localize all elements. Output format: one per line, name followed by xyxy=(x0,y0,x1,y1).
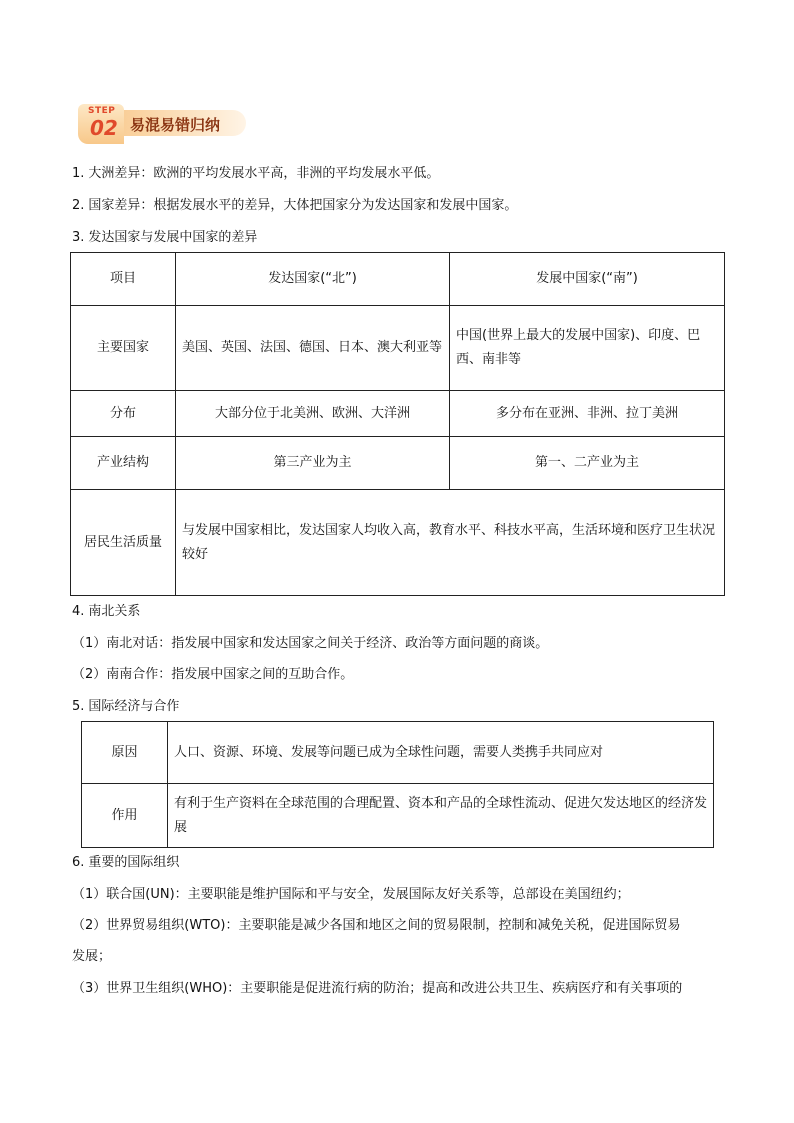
paragraph-6-3: （3）世界卫生组织(WHO)：主要职能是促进流行病的防治；提高和改进公共卫生、疾病医疗和有关事项的 xyxy=(72,981,683,996)
row-label: 原因 xyxy=(82,722,168,784)
table-row xyxy=(82,722,714,784)
comparison-table xyxy=(70,252,725,596)
paragraph-6 xyxy=(72,853,724,873)
paragraph-6-2: （2）世界贸易组织(WTO)：主要职能是减少各国和地区之间的贸易限制，控制和减免关税，促进国际贸易 xyxy=(72,918,681,933)
paragraph-1 xyxy=(72,164,724,184)
paragraph-3 xyxy=(72,228,724,248)
cell-developed: 第三产业为主 xyxy=(176,437,450,490)
paragraph-4-2: （2）南南合作：指发展中国家之间的互助合作。 xyxy=(72,667,354,682)
row-label: 作用 xyxy=(82,784,168,848)
paragraph-number: 2. xyxy=(72,198,85,213)
row-label: 居民生活质量 xyxy=(71,490,176,596)
row-label: 分布 xyxy=(71,391,176,437)
paragraph-2 xyxy=(72,196,724,216)
row-label: 产业结构 xyxy=(71,437,176,490)
table-row xyxy=(71,490,725,596)
cell-developing: 多分布在亚洲、非洲、拉丁美洲 xyxy=(450,391,725,437)
badge-tab xyxy=(78,104,124,144)
paragraph-text: 国家差异：根据发展水平的差异，大体把国家分为发达国家和发展中国家。 xyxy=(88,198,518,213)
paragraph-number: 5. xyxy=(72,699,85,714)
paragraph-5 xyxy=(72,697,724,717)
row-label: 主要国家 xyxy=(71,306,176,391)
paragraph-4-1: （1）南北对话：指发展中国家和发达国家之间关于经济、政治等方面问题的商谈。 xyxy=(72,636,549,651)
cell-developing: 中国(世界上最大的发展中国家)、印度、巴西、南非等 xyxy=(450,306,725,391)
paragraph-text: 国际经济与合作 xyxy=(88,699,180,714)
header-developing: 发展中国家(“南”) xyxy=(450,253,725,306)
cooperation-table xyxy=(81,721,714,848)
paragraph-6-1: （1）联合国(UN)：主要职能是维护国际和平与安全，发展国际友好关系等，总部设在美国纽约； xyxy=(72,887,630,902)
paragraph-6-2-cont: 发展； xyxy=(72,949,112,964)
paragraph-text: 重要的国际组织 xyxy=(88,855,180,870)
cell-developing: 第一、二产业为主 xyxy=(450,437,725,490)
paragraph-4 xyxy=(72,602,724,622)
row-text: 有利于生产资料在全球范围的合理配置、资本和产品的全球性流动、促进欠发达地区的经济发展 xyxy=(168,784,714,848)
paragraph-number: 6. xyxy=(72,855,85,870)
row-text: 人口、资源、环境、发展等问题已成为全球性问题，需要人类携手共同应对 xyxy=(168,722,714,784)
badge-step-number: 02 xyxy=(90,116,118,140)
paragraph-text: 大洲差异：欧洲的平均发展水平高，非洲的平均发展水平低。 xyxy=(88,166,440,181)
paragraph-text: 发达国家与发展中国家的差异 xyxy=(88,230,258,245)
table-row xyxy=(71,306,725,391)
paragraph-number: 3. xyxy=(72,230,85,245)
header-item: 项目 xyxy=(71,253,176,306)
cell-merged: 与发展中国家相比，发达国家人均收入高，教育水平、科技水平高，生活环境和医疗卫生状况较好 xyxy=(176,490,725,596)
paragraph-text: 南北关系 xyxy=(88,604,141,619)
paragraph-number: 4. xyxy=(72,604,85,619)
badge-step-label: STEP xyxy=(88,106,116,116)
section-badge xyxy=(78,104,248,144)
table-row xyxy=(71,391,725,437)
table-row xyxy=(71,437,725,490)
table-row xyxy=(82,784,714,848)
header-developed: 发达国家(“北”) xyxy=(176,253,450,306)
table-header-row xyxy=(71,253,725,306)
cell-developed: 美国、英国、法国、德国、日本、澳大利亚等 xyxy=(176,306,450,391)
section-title: 易混易错归纳 xyxy=(130,116,221,134)
cell-developed: 大部分位于北美洲、欧洲、大洋洲 xyxy=(176,391,450,437)
paragraph-number: 1. xyxy=(72,166,85,181)
